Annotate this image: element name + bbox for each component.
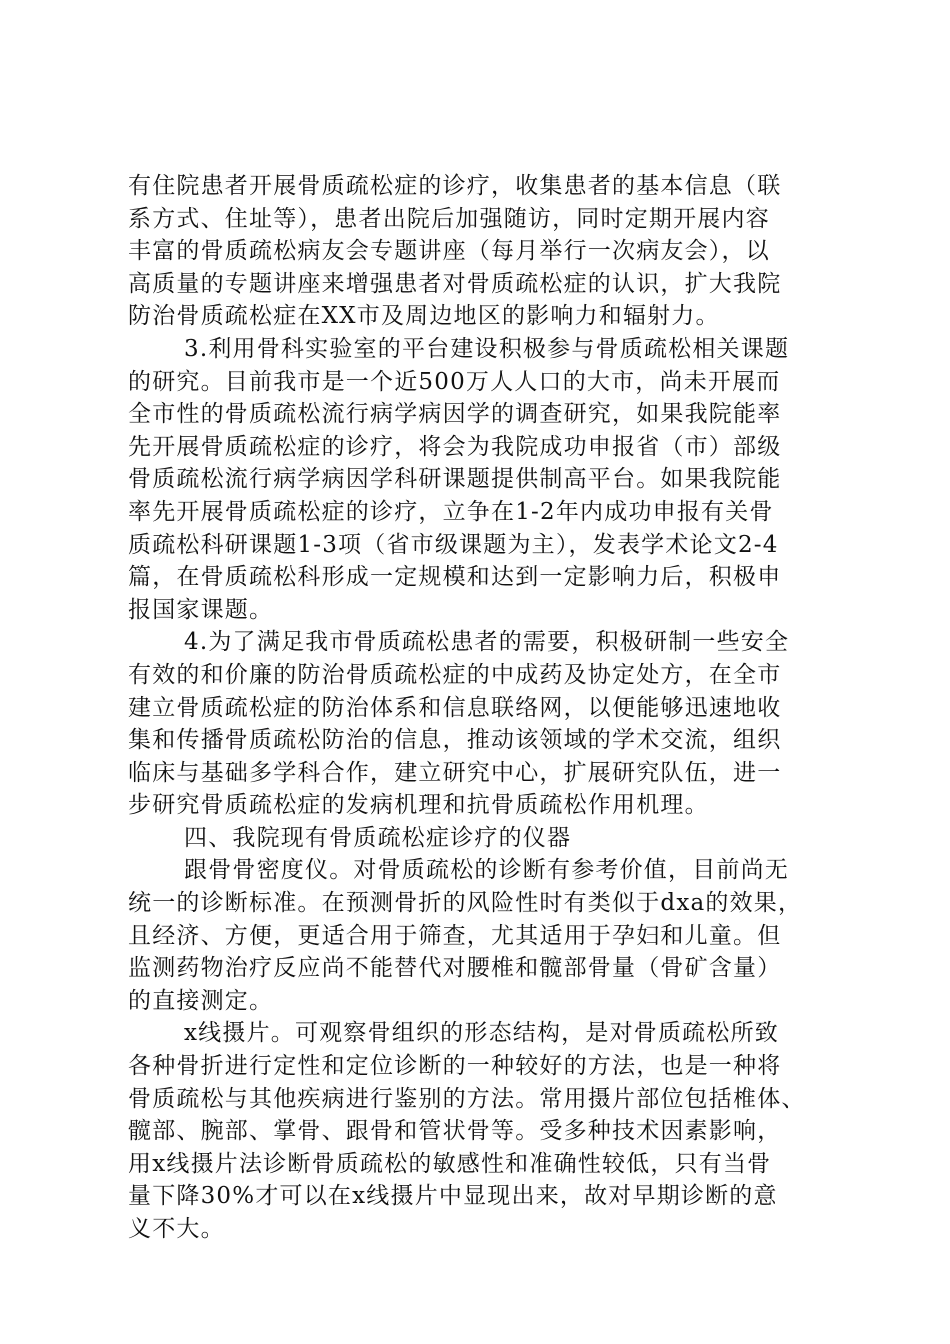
text-line: 丰富的骨质疏松病友会专题讲座（每月举行一次病友会），以 — [128, 238, 770, 265]
text-line: 各种骨折进行定性和定位诊断的一种较好的方法，也是一种将 — [128, 1053, 782, 1080]
text-line: 有住院患者开展骨质疏松症的诊疗，收集患者的基本信息（联 — [128, 173, 782, 199]
text-line: 有效的和价廉的防治骨质疏松症的中成药及协定处方，在全市 — [128, 661, 782, 688]
text-line: 系方式、住址等），患者出院后加强随访，同时定期开展内容 — [128, 205, 770, 232]
text-line: 防治骨质疏松症在XX市及周边地区的影响力和辐射力。 — [128, 303, 720, 330]
text-line: 义不大。 — [128, 1216, 225, 1242]
text-line: 全市性的骨质疏松流行病学病因学的调查研究，如果我院能率 — [128, 401, 782, 428]
text-line: 集和传播骨质疏松防治的信息，推动该领域的学术交流，组织 — [128, 727, 782, 754]
text-line: 率先开展骨质疏松症的诊疗，立争在1-2年内成功申报有关骨 — [128, 498, 774, 525]
text-line: 髋部、腕部、掌骨、跟骨和管状骨等。受多种技术因素影响， — [128, 1118, 782, 1145]
text-line: 的研究。目前我市是一个近500万人人口的大市，尚未开展而 — [128, 368, 781, 395]
text-line: 先开展骨质疏松症的诊疗，将会为我院成功申报省（市）部级 — [128, 433, 782, 460]
document-body — [128, 170, 832, 1246]
text-line: 且经济、方便，更适合用于筛查，尤其适用于孕妇和儿童。但 — [128, 922, 782, 949]
text-line: 骨质疏松流行病学病因学科研课题提供制高平台。如果我院能 — [128, 466, 782, 493]
text-line: 用x线摄片法诊断骨质疏松的敏感性和准确性较低，只有当骨 — [128, 1150, 772, 1177]
text-line: 建立骨质疏松症的防治体系和信息联络网，以便能够迅速地收 — [128, 694, 782, 721]
paragraph-start-line: 4.为了满足我市骨质疏松患者的需要，积极研制一些安全 — [184, 629, 790, 656]
paragraph-start-line: 跟骨骨密度仪。对骨质疏松的诊断有参考价值，目前尚无 — [184, 857, 789, 884]
text-line: 临床与基础多学科合作，建立研究中心，扩展研究队伍，进一 — [128, 759, 782, 786]
paragraph-start-line: x线摄片。可观察骨组织的形态结构，是对骨质疏松所致 — [184, 1020, 779, 1047]
paragraph-start-line: 3.利用骨科实验室的平台建设积极参与骨质疏松相关课题 — [184, 335, 790, 362]
text-line: 高质量的专题讲座来增强患者对骨质疏松症的认识，扩大我院 — [128, 270, 782, 297]
text-line: 骨质疏松与其他疾病进行鉴别的方法。常用摄片部位包括椎体、 — [128, 1085, 806, 1112]
text-line: 步研究骨质疏松症的发病机理和抗骨质疏松作用机理。 — [128, 792, 709, 819]
text-line: 统一的诊断标准。在预测骨折的风险性时有类似于dxa的效果， — [128, 890, 803, 917]
text-line: 的直接测定。 — [128, 987, 274, 1014]
text-line: 质疏松科研课题1-3项（省市级课题为主），发表学术论文2-4 — [128, 531, 779, 558]
text-line: 监测药物治疗反应尚不能替代对腰椎和髋部骨量（骨矿含量） — [128, 955, 782, 982]
text-line: 报国家课题。 — [128, 596, 274, 623]
text-line: 篇，在骨质疏松科形成一定规模和达到一定影响力后，积极申 — [128, 564, 782, 591]
section-heading: 四、我院现有骨质疏松症诊疗的仪器 — [184, 824, 572, 851]
text-line: 量下降30%才可以在x线摄片中显现出来，故对早期诊断的意 — [128, 1183, 778, 1210]
